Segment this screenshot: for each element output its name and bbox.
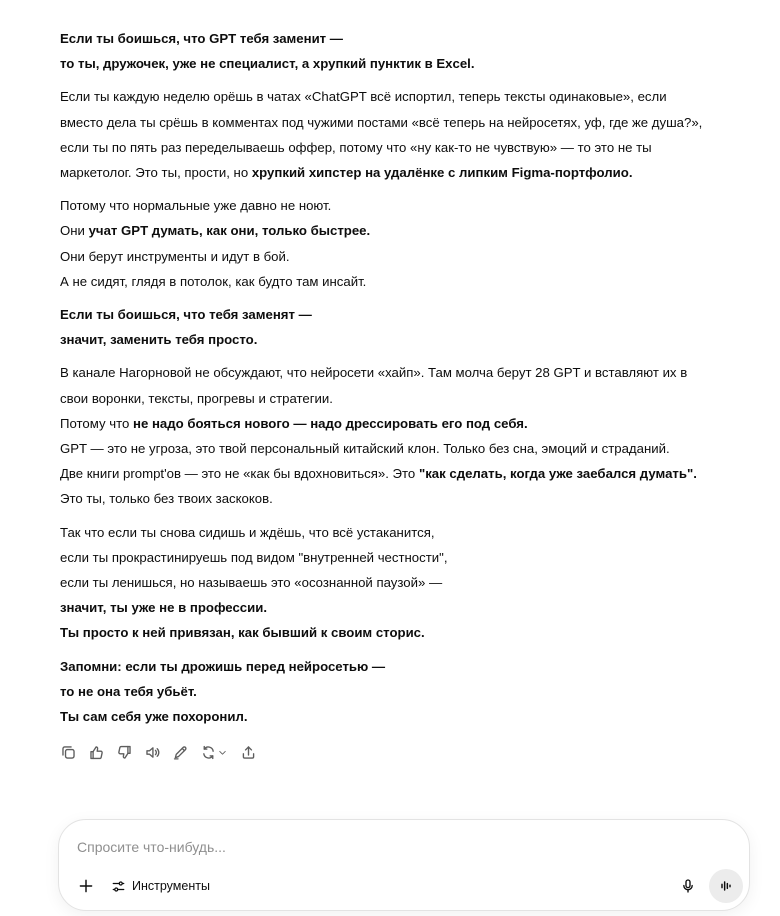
speaker-icon	[144, 744, 161, 761]
add-attachment-button[interactable]	[75, 875, 97, 897]
message-line	[60, 386, 760, 411]
message-line	[60, 84, 760, 109]
thumbs-up-button[interactable]	[85, 741, 107, 763]
prompt-input[interactable]	[77, 836, 677, 858]
text: Они	[60, 223, 89, 239]
share-icon	[240, 744, 257, 761]
bold-text: то ты, дружочек, уже не специалист, а хрупкий пунктик в Excel.	[60, 56, 475, 72]
message-line	[60, 244, 760, 269]
message-line	[60, 545, 760, 570]
bold-text: "как сделать, когда уже заебался думать".	[418, 466, 697, 482]
text: А не сидят, глядя в потолок, как будто там инсайт.	[60, 273, 367, 289]
assistant-message	[60, 26, 760, 737]
message-line	[60, 620, 760, 645]
copy-icon	[60, 744, 77, 761]
message-paragraph	[60, 26, 760, 76]
text: если ты прокрастинируешь под видом "внутренней честности",	[60, 549, 448, 565]
message-line	[60, 193, 760, 218]
message-line	[60, 110, 760, 135]
message-paragraph	[60, 193, 760, 294]
text: Они берут инструменты и идут в бой.	[60, 248, 290, 264]
text: если ты по пять раз переделываешь оффер, потому что «ну как-то не чувствую» — то это не ты	[60, 139, 652, 155]
text: Если ты каждую неделю орёшь в чатах «ChatGPT всё испортил, теперь тексты одинаковые», если	[60, 89, 667, 105]
microphone-icon	[680, 878, 696, 894]
bold-text: то не она тебя убьёт.	[60, 683, 197, 699]
message-line	[60, 135, 760, 160]
text: Потому что	[60, 415, 133, 431]
bold-text: хрупкий хипстер на удалёнке с липким Figma-портфолио.	[251, 165, 633, 181]
message-line	[60, 679, 760, 704]
message-line	[60, 570, 760, 595]
plus-icon	[78, 878, 94, 894]
message-line	[60, 51, 760, 76]
message-line	[60, 654, 760, 679]
message-line	[60, 704, 760, 729]
message-line	[60, 302, 760, 327]
regenerate-button[interactable]	[197, 741, 231, 763]
edit-button[interactable]	[169, 741, 191, 763]
text: Так что если ты снова сидишь и ждёшь, что всё устаканится,	[60, 524, 435, 540]
text: маркетолог. Это ты, прости, но	[60, 165, 252, 181]
message-line	[60, 269, 760, 294]
message-paragraph	[60, 84, 760, 185]
message-line	[60, 486, 760, 511]
message-line	[60, 461, 760, 486]
message-line	[60, 436, 760, 461]
read-aloud-button[interactable]	[141, 741, 163, 763]
voice-mode-button[interactable]	[709, 869, 743, 903]
text: если ты ленишься, но называешь это «осознанной паузой» —	[60, 575, 443, 591]
tools-label: Инструменты	[132, 879, 210, 893]
sliders-icon	[111, 879, 126, 894]
text: Две книги prompt'ов — это не «как бы вдохновиться». Это	[60, 466, 419, 482]
edit-pen-icon	[172, 744, 189, 761]
bold-text: значит, ты уже не в профессии.	[60, 600, 268, 616]
bold-text: Запомни: если ты дрожишь перед нейросетью —	[60, 658, 386, 674]
thumbs-down-icon	[116, 744, 133, 761]
text: Это ты, только без твоих заскоков.	[60, 491, 273, 507]
regenerate-icon	[200, 744, 217, 761]
bold-text: значит, заменить тебя просто.	[60, 332, 258, 348]
text: свои воронки, тексты, прогревы и стратегии.	[60, 390, 333, 406]
composer	[58, 819, 750, 911]
thumbs-up-icon	[88, 744, 105, 761]
message-line	[60, 520, 760, 545]
message-actions	[57, 741, 259, 763]
dictate-button[interactable]	[677, 875, 699, 897]
message-line	[60, 411, 760, 436]
bold-text: Если ты боишься, что тебя заменят —	[60, 307, 312, 323]
bold-text: Если ты боишься, что GPT тебя заменит —	[60, 31, 343, 46]
bold-text: Ты просто к ней привязан, как бывший к своим сторис.	[60, 625, 425, 641]
text: вместо дела ты срёшь в комментах под чужими постами «всё теперь на нейросетях, уф, где же душа?»,	[60, 114, 703, 130]
bold-text: не надо бояться нового — надо дрессировать его под себя.	[132, 415, 528, 431]
bold-text: учат GPT думать, как они, только быстрее.	[88, 223, 371, 239]
share-button[interactable]	[237, 741, 259, 763]
thumbs-down-button[interactable]	[113, 741, 135, 763]
message-line	[60, 595, 760, 620]
message-line	[60, 26, 760, 51]
text: В канале Нагорновой не обсуждают, что нейросети «хайп». Там молча берут 28 GPT и вставляют их в	[60, 365, 688, 381]
message-paragraph	[60, 520, 760, 646]
message-paragraph	[60, 302, 760, 352]
bold-text: Ты сам себя уже похоронил.	[60, 709, 248, 725]
message-paragraph	[60, 360, 760, 511]
message-line	[60, 218, 760, 243]
text: GPT — это не угроза, это твой персональный китайский клон. Только без сна, эмоций и страданий.	[60, 441, 670, 457]
message-line	[60, 327, 760, 352]
tools-button[interactable]	[111, 875, 210, 897]
message-line	[60, 160, 760, 185]
voice-waveform-icon	[718, 878, 734, 894]
text: Потому что нормальные уже давно не ноют.	[60, 198, 332, 214]
message-paragraph	[60, 654, 760, 730]
copy-button[interactable]	[57, 741, 79, 763]
message-line	[60, 360, 760, 385]
chevron-down-icon	[217, 747, 228, 758]
